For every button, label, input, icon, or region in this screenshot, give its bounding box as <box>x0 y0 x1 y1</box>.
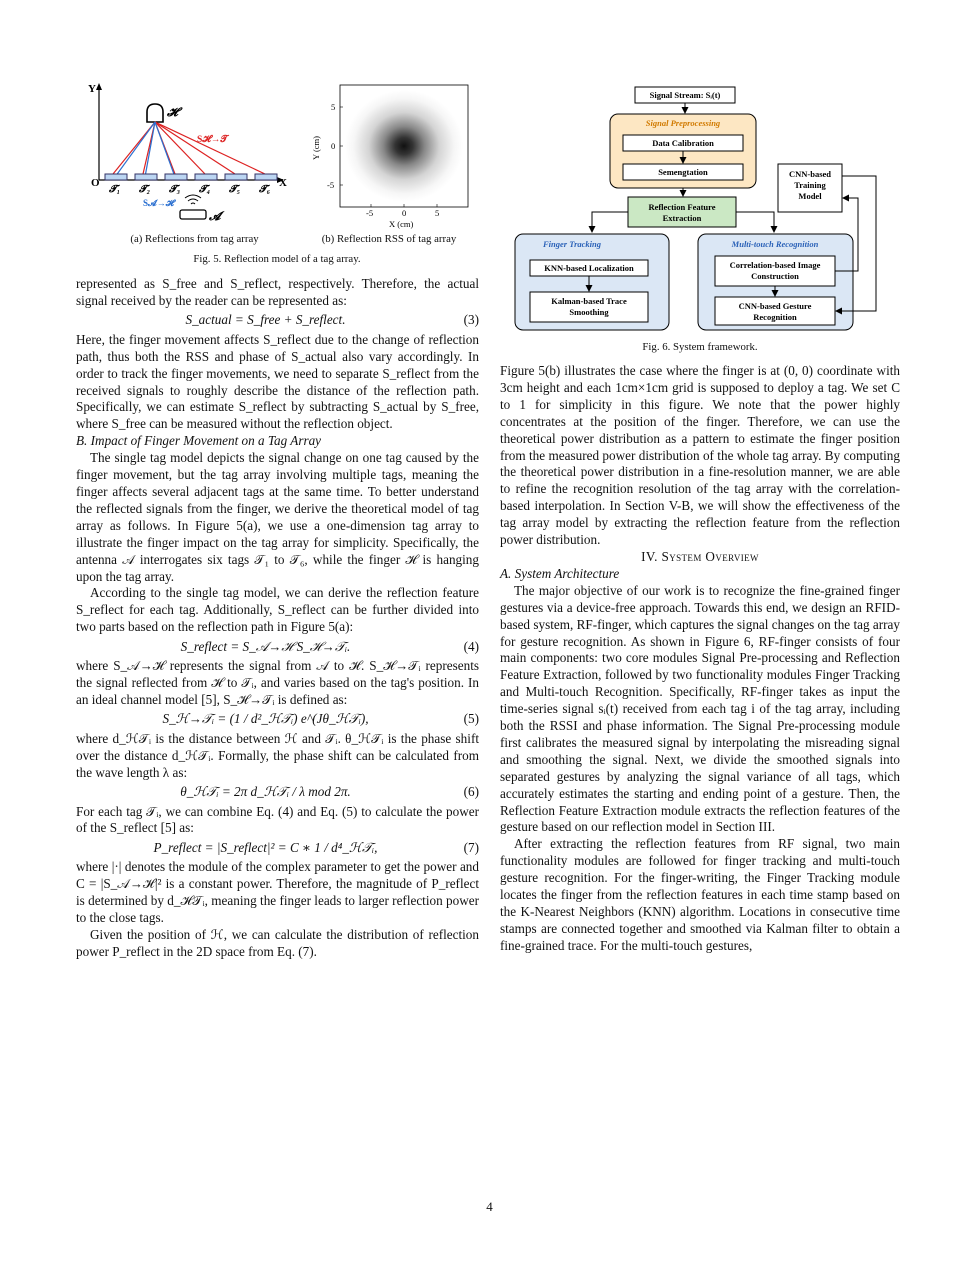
tag-row <box>105 174 277 180</box>
kalman-box: Kalman-based Trace <box>551 296 627 306</box>
x-axis-label: X <box>279 177 287 189</box>
multitouch-title: Multi-touch Recognition <box>731 239 819 249</box>
equation-number: (6) <box>463 784 479 800</box>
s-h-t-label: S𝓗→𝓣 <box>197 135 228 145</box>
s-a-h-label: S𝓐→𝓗 <box>143 198 174 208</box>
equation-body: P_reflect = |S_reflect|² = C ∗ 1 / d⁴_ℋ𝒯ᵢ, <box>153 839 378 855</box>
figure-5a <box>85 80 300 235</box>
equation-body: θ_ℋ𝒯ᵢ = 2π d_ℋ𝒯ᵢ / λ mod 2π. <box>180 784 351 800</box>
figure-5a-caption: (a) Reflections from tag array <box>130 233 259 245</box>
reflection-feature-box-line2: Extraction <box>662 213 702 223</box>
equation-number: (3) <box>463 312 479 328</box>
equation-5 <box>76 709 479 731</box>
tag-label: 𝓣₅ <box>229 184 241 195</box>
correlation-box-line2: Construction <box>751 271 799 281</box>
equation-number: (4) <box>463 638 479 654</box>
figure-6 <box>510 82 900 337</box>
correlation-box: Correlation-based Image <box>729 260 821 270</box>
equation-body: S_actual = S_free + S_reflect. <box>185 312 346 328</box>
antenna-label: 𝓐 <box>209 209 221 223</box>
equation-number: (5) <box>463 711 479 727</box>
page-number: 4 <box>486 1199 493 1214</box>
x-axis-label: X (cm) <box>389 219 414 229</box>
subsection-heading: A. System Architecture <box>500 565 620 581</box>
cnn-gesture-box: CNN-based Gesture <box>738 301 812 311</box>
origin-label: O <box>91 177 100 189</box>
equation-body: S_reflect = S_𝒜→ℋ S_ℋ→𝒯ᵢ. <box>180 638 351 654</box>
paragraph: Here, the finger movement affects S_reflect due to the change of reflection path, thus both the RSS and phase of S_actual also vary accordingly. In order to track the finger movements, we need to separate S_reflect from the received signals to roughly describe the distance of the reflection path. Specifically, we can estimate S_reflect by subtracting S_actual by S_free, where S_free can be measured without the reflection object. <box>76 331 479 432</box>
finger-icon <box>147 104 163 122</box>
y-axis-label: Y <box>88 83 96 95</box>
x-tick: -5 <box>366 208 374 218</box>
equation-4 <box>76 636 479 658</box>
equation-7 <box>76 837 479 859</box>
figure-5-caption: Fig. 5. Reflection model of a tag array. <box>193 253 361 265</box>
tag-label: 𝓣₆ <box>259 184 271 195</box>
finger-label: 𝓗 <box>167 105 178 119</box>
segmentation-box: Semengtation <box>658 167 708 177</box>
paragraph: Figure 5(b) illustrates the case where the finger is at (0, 0) coordinate with 3cm height and each 1cm×1cm grid is supposed to deploy a tag. We set C to 1 for simplicity in this figure. We note that the power highly concentrates at the position of the finger. Therefore, we can use the theoretical power distribution as a pattern to estimate the finger position from the measured power distribution of the whole tag array. By computing the theoretical power distribution in a fine-resolution manner, we are able to refine the recognition resolution of the tag array with the correlation-based interpolation. In Section V-B, we will show the effectiveness of the tag array model by extracting the reflection feature from the reflection power distribution. <box>500 363 900 548</box>
cnn-training-box-line2: Training <box>794 180 826 190</box>
figure-6-caption: Fig. 6. System framework. <box>642 341 758 353</box>
kalman-box-line2: Smoothing <box>569 307 609 317</box>
paragraph: Given the position of ℋ, we can calculate the distribution of reflection power P_reflect in the 2D space from Eq. (7). <box>76 927 479 959</box>
tag-label: 𝓣₁ <box>109 184 121 195</box>
tag-label: 𝓣₃ <box>169 184 181 195</box>
y-tick: -5 <box>327 180 335 190</box>
cnn-training-box-line3: Model <box>798 191 822 201</box>
x-tick: 0 <box>402 208 407 218</box>
cnn-gesture-box-line2: Recognition <box>753 312 797 322</box>
y-tick: 5 <box>331 102 336 112</box>
paragraph: where S_𝒜→ℋ represents the signal from 𝒜 to ℋ. S_ℋ→𝒯ᵢ represents the signal reflected from ℋ to 𝒯ᵢ, and varies based on the tag's position. In an ideal channel model [5], S_ℋ→𝒯ᵢ is defined as: <box>76 658 479 707</box>
paragraph: For each tag 𝒯ᵢ, we can combine Eq. (4) and Eq. (5) to calculate the power of the S_reflect [5] as: <box>76 803 479 836</box>
paragraph: According to the single tag model, we can derive the reflection feature S_reflect for each tag. Additionally, S_reflect can be further divided into two parts based on the reflection path in Figure 5(a): <box>76 585 479 635</box>
wifi-icon <box>185 195 201 204</box>
finger-tracking-title: Finger Tracking <box>542 239 602 249</box>
tag-label: 𝓣₂ <box>139 184 151 195</box>
section-heading: B. Impact of Finger Movement on a Tag Array <box>76 433 322 449</box>
figure-5b-caption: (b) Reflection RSS of tag array <box>321 233 457 245</box>
section-heading: IV. System Overview <box>641 548 759 564</box>
equation-body: S_ℋ→𝒯ᵢ = (1 / d²_ℋ𝒯ᵢ) e^(Jθ_ℋ𝒯ᵢ), <box>162 711 369 727</box>
knn-box: KNN-based Localization <box>544 263 634 273</box>
paragraph: where d_ℋ𝒯ᵢ is the distance between ℋ and 𝒯ᵢ. θ_ℋ𝒯ᵢ is the phase shift over the distance d_ℋ𝒯ᵢ. Formally, the phase shift can be calculated from the wave length λ as: <box>76 730 479 780</box>
cnn-training-box: CNN-based <box>788 169 832 179</box>
equation-number: (7) <box>463 839 479 855</box>
paragraph: The single tag model depicts the signal change on one tag caused by the finger movement, but the tag array involving multiple tags, meaning the finger affects several adjacent tags at the same time. To better understand the reflected signals from the finger, we derive the theoretical model of tag array as follows. In Figure 5(a), we use a one-dimension tag array to illustrate the finger impact on the tag array for simplicity. Specifically, the antenna 𝒜 interrogates six tags 𝒯₁ to 𝒯₆, while the finger ℋ is hanging upon the tag array. <box>76 450 479 584</box>
y-axis-label: Y (cm) <box>311 136 321 160</box>
equation-3 <box>76 310 479 332</box>
reflection-feature-box: Reflection Feature <box>648 202 716 212</box>
y-tick: 0 <box>331 141 336 151</box>
preproc-title: Signal Preprocessing <box>645 118 721 128</box>
equation-6 <box>76 782 479 804</box>
antenna-icon <box>180 210 206 219</box>
rss-heatmap <box>345 90 463 202</box>
left-column <box>76 276 479 961</box>
paragraph: After extracting the reflection features from RF signal, two main functionality modules are followed for finger tracking and multi-touch gesture recognition. For the finger-writing, the Finger Tracking module locates the finger from the reflection features in each time stamp based on the K-Nearest Neighbors (KNN) algorithm. Locations in consecutive time stamps are connected together and smoothed via Kalman filter to obtain a fine-grained trace. For the multi-touch gestures, <box>500 836 900 953</box>
x-tick: 5 <box>435 208 440 218</box>
paragraph: represented as S_free and S_reflect, respectively. Therefore, the actual signal received by the reader can be represented as: <box>76 276 479 308</box>
tag-label: 𝓣₄ <box>199 184 211 195</box>
right-column <box>500 363 900 955</box>
figure-5b <box>305 80 475 235</box>
paragraph: The major objective of our work is to recognize the fine-grained finger gestures via a device-free approach. Towards this end, we design an RFID-based system, RF-finger, which captures the signal changes on the tag array for gesture recognition. As shown in Figure 6, RF-finger consists of four main components: two core modules Signal Pre-processing and Reflection Feature Extraction, followed by two functionality modules Finger Tracking and Multi-touch Recognition. Specifically, RF-finger takes as input the time-series signal sᵢ(t) received from each tag i of the tag array, including both the RSSI and phase information. The Signal Pre-processing module first calibrates the measured signal by interpolating the misreading signal and smoothing the signal. Next, we divide the smoothed signals into separated gestures by analyzing the signal variance of all tags, which accurately estimates the starting and ending point of a gesture. Then, the Reflection Feature Extraction module extracts the reflection features of the gesture based on our reflection model in Section III. <box>500 582 900 835</box>
signal-stream-box: Signal Stream: Sᵢ(t) <box>649 90 721 100</box>
data-calibration-box: Data Calibration <box>652 138 714 148</box>
paragraph: where |·| denotes the module of the complex parameter to get the power and C = |S_𝒜→ℋ|² is a constant power. Therefore, the magnitude of P_reflect is determined by d_ℋ𝒯ᵢ, meaning the finger leads to larger reflection power to the close tags. <box>76 859 479 926</box>
